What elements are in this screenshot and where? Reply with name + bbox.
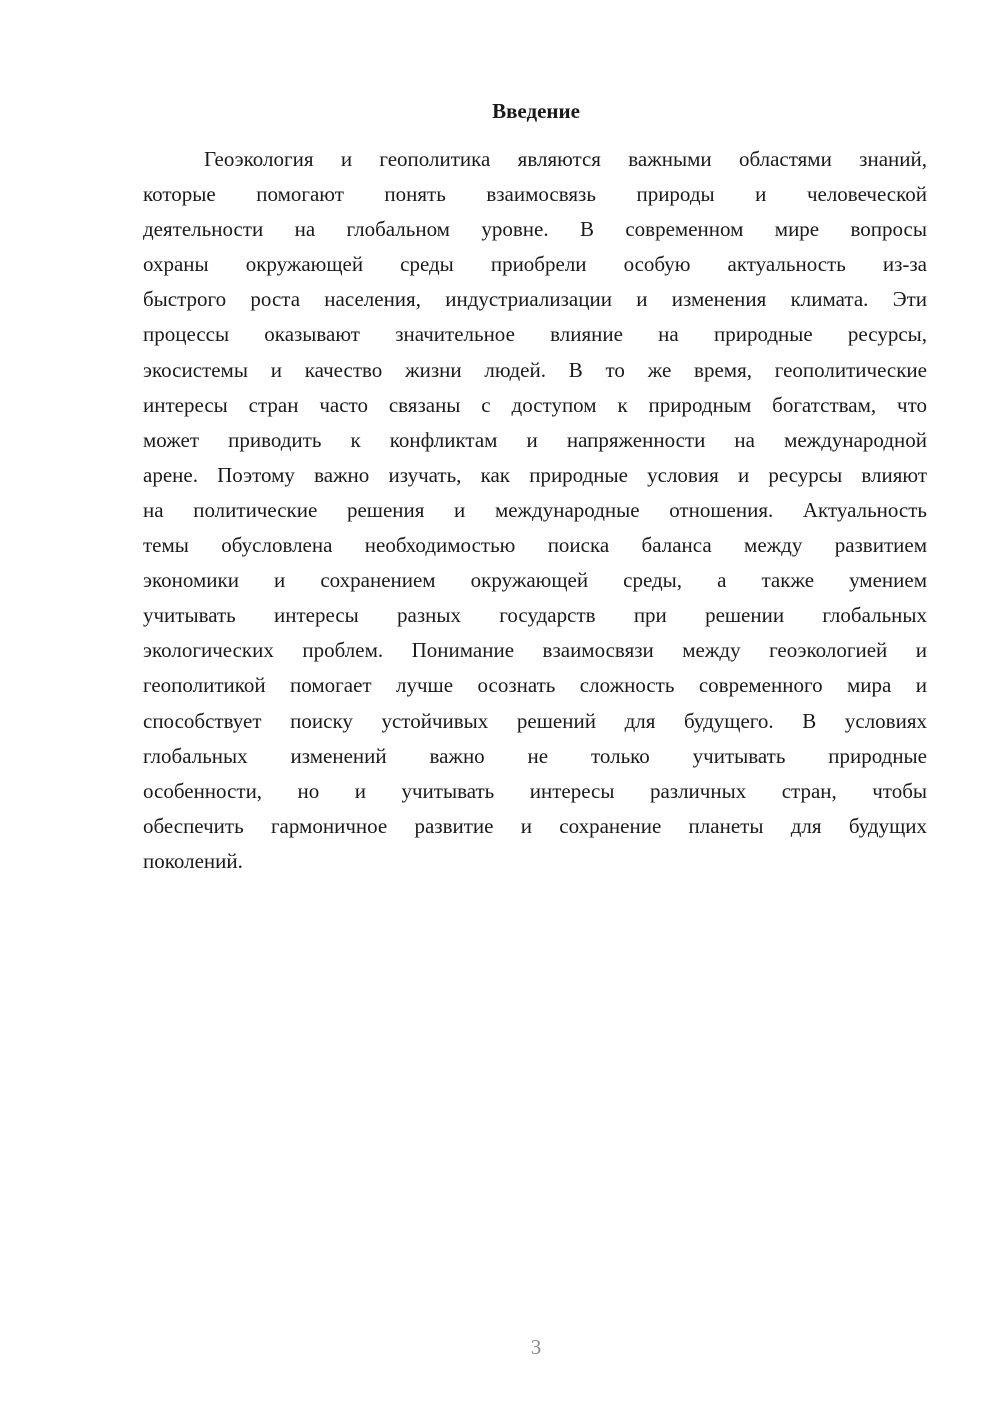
paragraph-line: процессы оказывают значительное влияние на природные ресурсы, <box>143 322 927 347</box>
paragraph-line: Геоэкология и геополитика являются важными областями знаний, <box>204 147 927 171</box>
paragraph-line: поколений. <box>143 848 243 873</box>
paragraph-line: может приводить к конфликтам и напряженности на международной <box>143 427 927 452</box>
paragraph-line: учитывать интересы разных государств при решении глобальных <box>143 603 927 628</box>
paragraph-line: которые помогают понять взаимосвязь природы и человеческой <box>143 182 927 207</box>
paragraph-line: интересы стран часто связаны с доступом к природным богатствам, что <box>143 392 927 417</box>
paragraph-line: деятельности на глобальном уровне. В современном мире вопросы <box>143 217 927 242</box>
paragraph-line: на политические решения и международные отношения. Актуальность <box>143 497 927 522</box>
body-paragraph <box>143 142 927 879</box>
section-heading: Введение <box>492 99 580 123</box>
paragraph-line: обеспечить гармоничное развитие и сохранение планеты для будущих <box>143 813 927 838</box>
paragraph-line: геополитикой помогает лучше осознать сложность современного мира и <box>143 673 927 698</box>
paragraph-line: быстрого роста населения, индустриализации и изменения климата. Эти <box>143 287 927 312</box>
paragraph-line: экономики и сохранением окружающей среды, а также умением <box>143 568 927 593</box>
paragraph-line: глобальных изменений важно не только учитывать природные <box>143 743 927 768</box>
paragraph-line: охраны окружающей среды приобрели особую актуальность из-за <box>143 252 927 277</box>
paragraph-line: способствует поиску устойчивых решений для будущего. В условиях <box>143 708 927 733</box>
page-number: 3 <box>530 1335 542 1359</box>
paragraph-line: экосистемы и качество жизни людей. В то же время, геополитические <box>143 357 927 382</box>
paragraph-line: особенности, но и учитывать интересы различных стран, чтобы <box>143 778 927 803</box>
paragraph-line: экологических проблем. Понимание взаимосвязи между геоэкологией и <box>143 638 927 663</box>
paragraph-line: темы обусловлена необходимостью поиска баланса между развитием <box>143 533 927 558</box>
paragraph-line: арене. Поэтому важно изучать, как природные условия и ресурсы влияют <box>143 462 927 487</box>
